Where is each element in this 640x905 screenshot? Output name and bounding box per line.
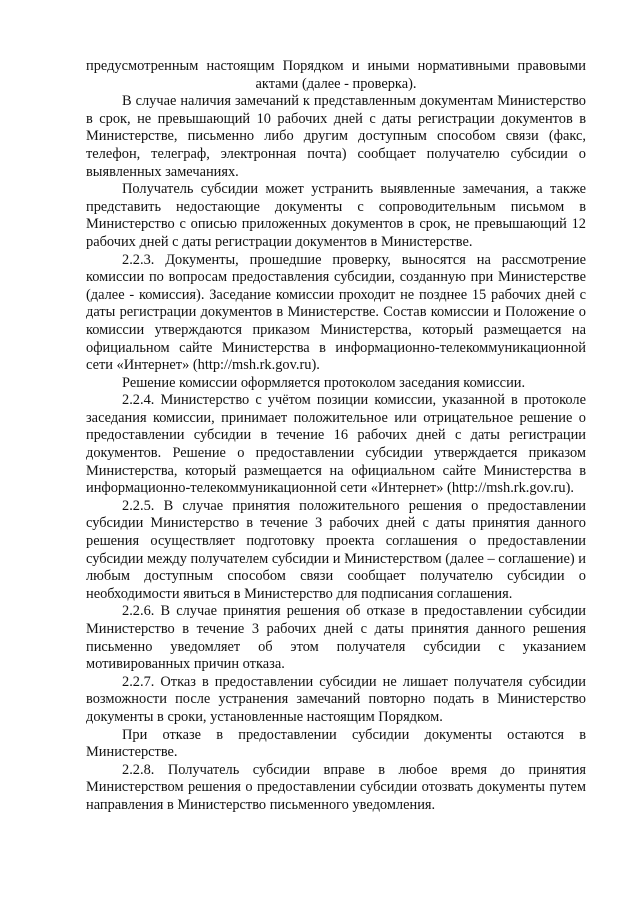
document-body xyxy=(86,58,586,815)
paragraph-2-2-7: 2.2.7. Отказ в предоставлении субсидии не лишает получателя субсидии возможности после устранения замечаний повторно подать в Министерство документы в сроки, установленные настоящим Порядком. xyxy=(86,673,586,725)
paragraph-reshenie-komissii: Решение комиссии оформляется протоколом заседания комиссии. xyxy=(122,374,526,391)
paragraph-ustranenie: Получатель субсидии может устранить выявленные замечания, а также представить недостающие документы с сопроводительным письмом в Министерство с описью приложенных документов в срок, не превышающий 12 рабочих дней с даты регистрации документов в Министерстве. xyxy=(86,181,586,250)
paragraph-2-2-8: 2.2.8. Получатель субсидии вправе в любое время до принятия Министерством решения о предоставлении субсидии отозвать документы путем направления в Министерство письменного уведомления. xyxy=(86,761,586,813)
paragraph-otkaz: При отказе в предоставлении субсидии документы остаются в Министерстве. xyxy=(86,726,586,761)
paragraph-2-2-3: 2.2.3. Документы, прошедшие проверку, выносятся на рассмотрение комиссии по вопросам предоставления субсидии, созданную при Министерстве (далее - комиссия). Заседание комиссии проходит не позднее 15 рабочих дней с даты регистрации документов в Министерстве. Состав комиссии и Положение о комиссии утверждаются приказом Министерства, который размещается на официальном сайте Министерства в информационно-телекоммуникационной сети «Интернет» (http://msh.rk.gov.ru). xyxy=(86,251,586,374)
paragraph-zamechaniya: В случае наличия замечаний к представленным документам Министерство в срок, не превышающий 10 рабочих дней с даты регистрации документов в Министерстве, письменно либо другим доступным способом связи (факс, телефон, телеграф, электронная почта) сообщает получателю субсидии о выявленных замечаниях. xyxy=(86,93,586,180)
paragraph-2-2-5: 2.2.5. В случае принятия положительного решения о предоставлении субсидии Министерство в течение 3 рабочих дней с даты принятия данного решения осуществляет подготовку проекта соглашения о предоставлении субсидии между получателем субсидии и Министерством (далее – соглашение) и любым доступным способом связи сообщает получателю субсидии о необходимости явиться в Министерство для подписания соглашения. xyxy=(86,497,586,602)
paragraph-2-2-6: 2.2.6. В случае принятия решения об отказе в предоставлении субсидии Министерство в течение 3 рабочих дней с даты принятия данного решения письменно уведомляет об этом получателя субсидии с указанием мотивированных причин отказа. xyxy=(86,603,586,673)
paragraph-proverka: предусмотренным настоящим Порядком и иными нормативными правовыми актами (далее - проверка). xyxy=(86,58,586,92)
paragraph-2-2-4: 2.2.4. Министерство с учётом позиции комиссии, указанной в протоколе заседания комиссии, принимает положительное или отрицательное решение о предоставлении субсидии в течение 16 рабочих дней с даты регистрации документов. Решение о предоставлении субсидии утверждается приказом Министерства, который размещается на официальном сайте Министерства в информационно-телекоммуникационной сети «Интернет» (http://msh.rk.gov.ru). xyxy=(86,392,586,497)
